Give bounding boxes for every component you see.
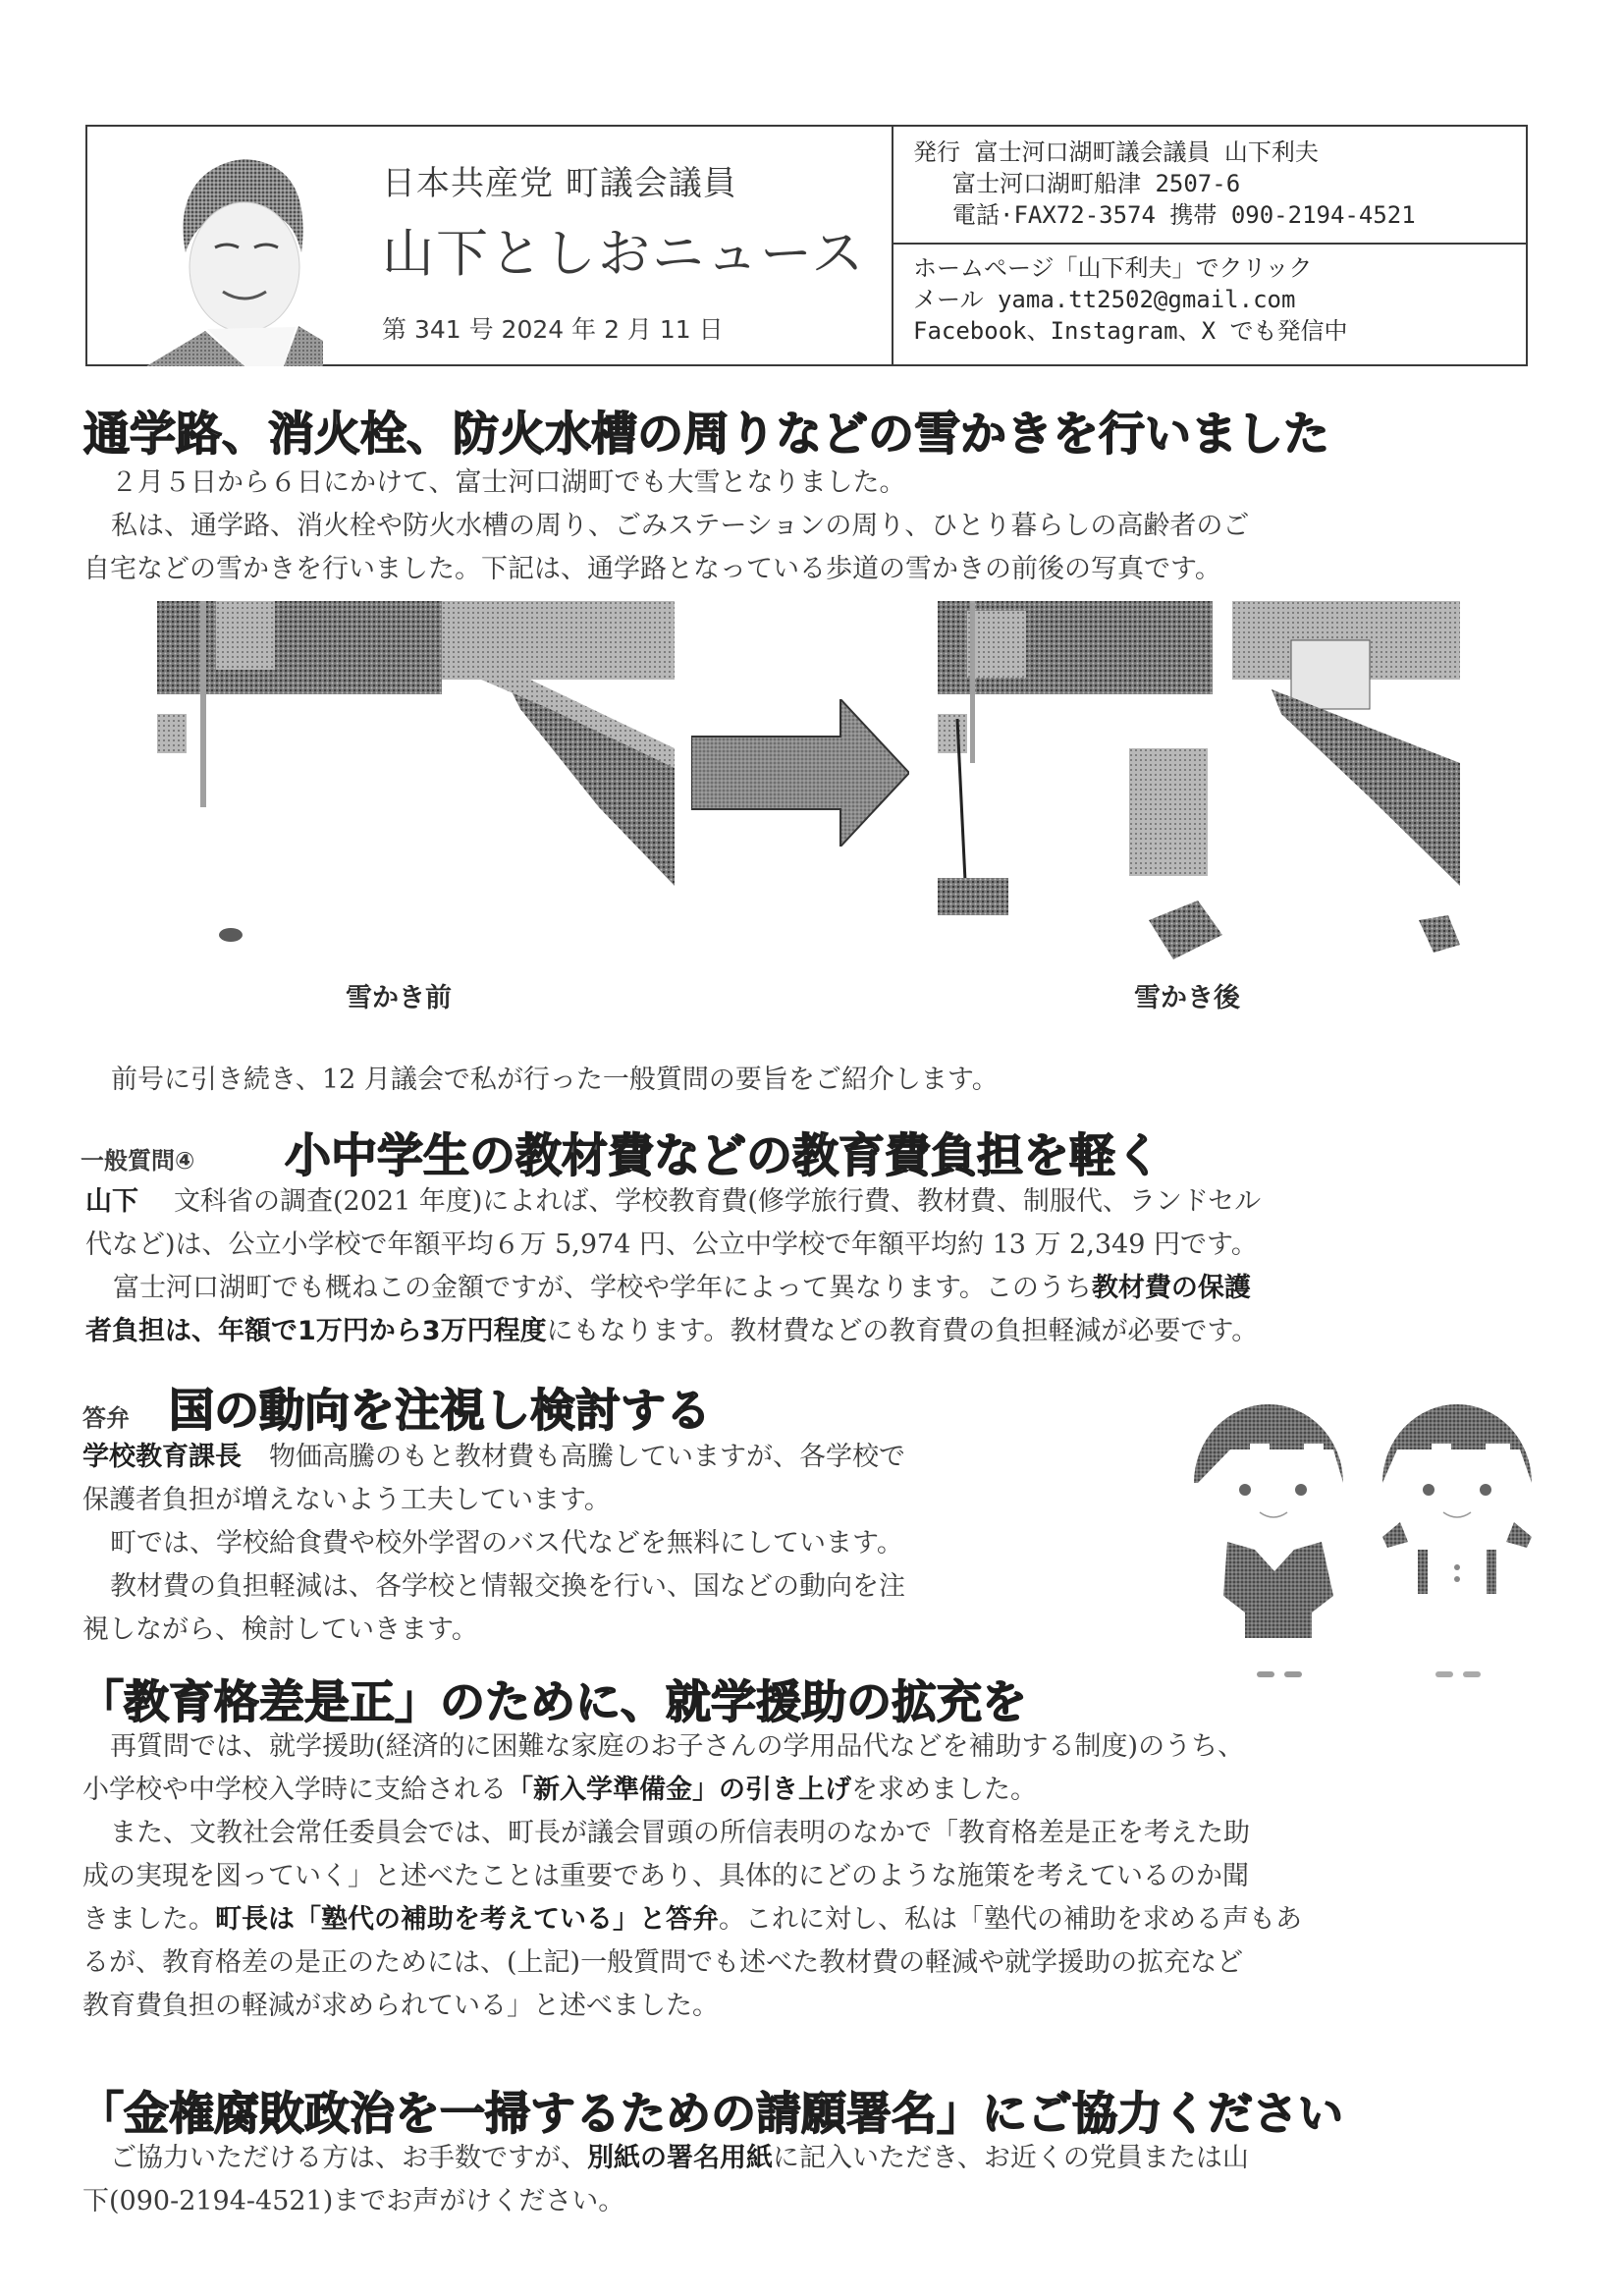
article3-line: 小学校や中学校入学時に支給される「新入学準備金」の引き上げを求めました。 xyxy=(82,1775,1037,1805)
issue-number-date: 第 341 号 2024 年 2 月 11 日 xyxy=(382,315,724,344)
answer-label: 答弁 xyxy=(82,1404,130,1432)
masthead xyxy=(85,125,1528,366)
speaker-name: 山下 xyxy=(85,1186,138,1217)
emphasis-text: 町長は「塾代の補助を考えている」と答弁 xyxy=(215,1904,719,1935)
sns-note: Facebook、Instagram、X でも発信中 xyxy=(913,317,1348,345)
article3-headline: 「教育格差是正」のために、就学援助の拡充を xyxy=(79,1675,1027,1728)
article1-paragraph: 私は、通学路、消火栓や防火水槽の周り、ごみステーションの周り、ひとり暮らしの高齢者のご xyxy=(111,511,1250,541)
emphasis-text: 年額で1万円から3万円程度 xyxy=(218,1316,547,1346)
publisher-box xyxy=(893,127,1526,245)
article3-line: るが、教育格差の是正のためには、(上記)一般質問でも述べた教材費の軽減や就学援助の拡充など xyxy=(82,1947,1244,1978)
answer-line: 視しながら、検討していきます。 xyxy=(82,1614,478,1645)
article3-body xyxy=(82,1725,1302,2028)
article3-line: また、文教社会常任委員会では、町長が議会冒頭の所信表明のなかで「教育格差是正を考えた助 xyxy=(110,1818,1250,1848)
question4-line: 富士河口湖町でも概ねこの金額ですが、学校や学年によって異なります。このうち教材費の保護 xyxy=(113,1273,1251,1303)
party-affiliation: 日本共産党 町議会議員 xyxy=(382,164,737,203)
answer-line: 保護者負担が増えないよう工夫しています。 xyxy=(82,1485,611,1515)
question4-line: 山下 文科省の調査(2021 年度)によれば、学校教育費(修学旅行費、教材費、制服代、ランドセル xyxy=(85,1186,1262,1217)
emphasis-text: 別紙の署名用紙 xyxy=(587,2143,773,2173)
article4-body xyxy=(82,2137,1249,2223)
masthead-title-panel xyxy=(87,127,893,364)
portrait-photo xyxy=(136,144,323,366)
publisher-address: 富士河口湖町船津 2507-6 xyxy=(952,170,1241,197)
emphasis-text: 「新入学準備金」の引き上げ xyxy=(507,1775,851,1805)
photo-caption-before: 雪かき前 xyxy=(346,983,452,1013)
answer-body: 学校教育課長 物価高騰のもと教材費も高騰していますが、各学校で 保護者負担が増えないよう工夫しています。 町では、学校給食費や校外学習のバス代などを無料にしています。 教材費の負担軽減は、各学校と情報交換を行い、国などの動向を注 視しながら、検討していきます。 xyxy=(82,1436,905,1652)
emphasis-text: 教材費の保護 xyxy=(1091,1273,1251,1303)
photo-after-snow-clearing xyxy=(938,601,1460,966)
email-address[interactable]: yama.tt2502@gmail.com xyxy=(997,286,1296,313)
newsletter-title: 山下としおニュース xyxy=(382,224,866,284)
photo-caption-after: 雪かき後 xyxy=(1134,983,1240,1013)
publisher-phone: 電話·FAX72-3574 携帯 090-2194-4521 xyxy=(952,201,1416,229)
article3-line: 再質問では、就学援助(経済的に困難な家庭のお子さんの学用品代などを補助する制度)のうち、 xyxy=(110,1731,1245,1762)
answer-headline: 国の動向を注視し検討する xyxy=(169,1384,711,1437)
article1-headline: 通学路、消火栓、防火水槽の周りなどの雪かきを行いました xyxy=(83,408,1329,462)
question4-line: 代など)は、公立小学校で年額平均６万 5,974 円、公立中学校で年額平均約 13 万 2,349 円です。 xyxy=(85,1230,1258,1260)
question4-headline: 小中学生の教材費などの教育費負担を軽く xyxy=(285,1129,1162,1183)
article1-paragraph: 自宅などの雪かきを行いました。下記は、通学路となっている歩道の雪かきの前後の写真です。 xyxy=(83,554,1221,584)
speaker-name: 学校教育課長 xyxy=(82,1442,242,1472)
masthead-info-panel xyxy=(893,127,1526,364)
intro-text: 前号に引き続き、12 月議会で私が行った一般質問の要旨をご紹介します。 xyxy=(111,1065,999,1095)
question-label: 一般質問④ xyxy=(81,1147,195,1175)
emphasis-text: 者負担は、 xyxy=(85,1316,218,1346)
article4-line: ご協力いただける方は、お手数ですが、別紙の署名用紙に記入いただき、お近くの党員または山 xyxy=(110,2143,1249,2173)
article1-body xyxy=(83,462,1249,591)
masthead-titles xyxy=(382,156,865,346)
contact-box xyxy=(893,245,1526,364)
photo-before-snow-clearing xyxy=(157,601,675,966)
answer-line: 町では、学校給食費や校外学習のバス代などを無料にしています。 xyxy=(110,1528,903,1558)
article3-line: 成の実現を図っていく」と述べたことは重要であり、具体的にどのような施策を考えているのか聞 xyxy=(82,1861,1249,1891)
article1-paragraph: ２月５日から６日にかけて、富士河口湖町でも大雪となりました。 xyxy=(111,467,906,498)
publisher-line: 発行 富士河口湖町議会議員 山下利夫 xyxy=(913,138,1319,166)
article4-headline: 「金権腐敗政治を一掃するための請願署名」にご協力ください xyxy=(79,2087,1343,2140)
question4-line: 者負担は、年額で1万円から3万円程度にもなります。教材費などの教育費の負担軽減が必要です。 xyxy=(85,1316,1259,1346)
homepage-note: ホームページ「山下利夫」でクリック xyxy=(913,254,1313,282)
article3-line: きました。町長は「塾代の補助を考えている」と答弁。これに対し、私は「塾代の補助を求める声もあ xyxy=(82,1904,1302,1935)
right-arrow-icon xyxy=(691,699,909,850)
answer-line: 教材費の負担軽減は、各学校と情報交換を行い、国などの動向を注 xyxy=(110,1571,905,1602)
article3-line: 教育費負担の軽減が求められている」と述べました。 xyxy=(82,1991,719,2021)
email-line xyxy=(913,284,1526,315)
question4-body xyxy=(85,1180,1261,1353)
email-label: メール xyxy=(913,286,984,313)
children-illustration xyxy=(1186,1385,1540,1683)
article4-line: 下(090-2194-4521)までお声がけください。 xyxy=(82,2186,625,2216)
